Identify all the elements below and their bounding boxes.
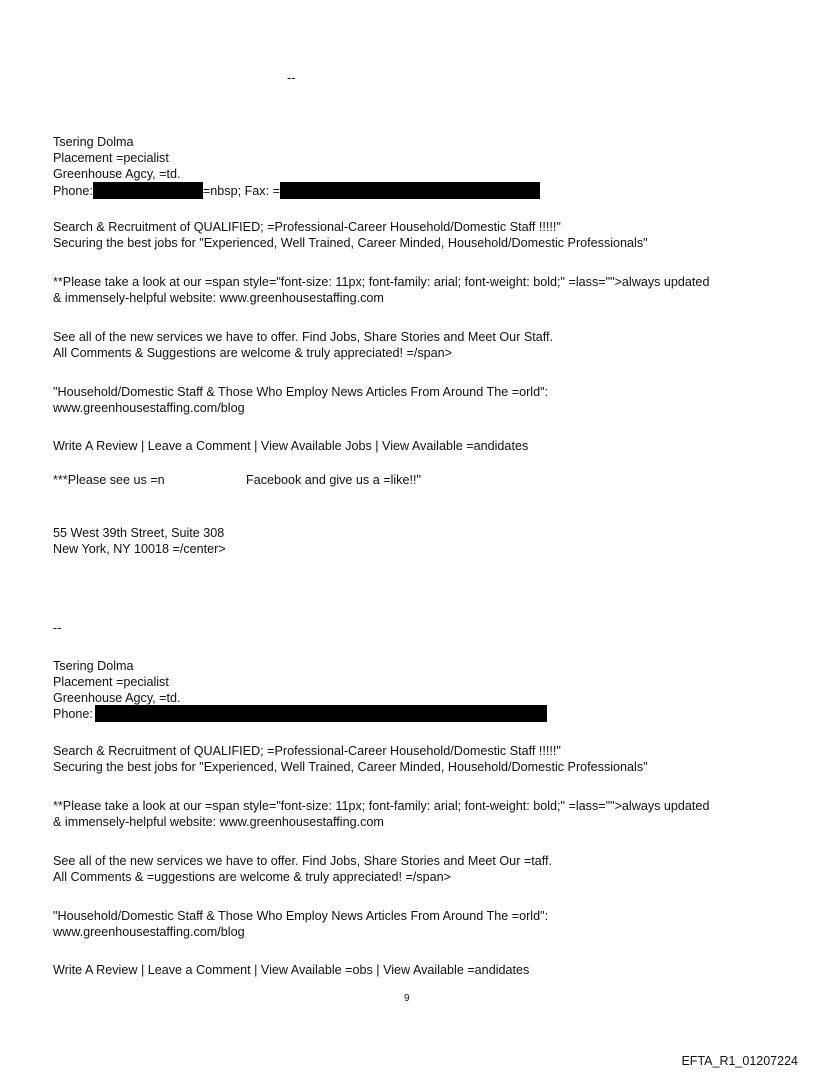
website-line-1: **Please take a look at our =span style="font-size: 11px; font-family: arial; font-weight: bold;" =lass="">always updated: [53, 799, 710, 813]
services-line-1: See all of the new services we have to offer. Find Jobs, Share Stories and Meet Our Staff.: [53, 330, 554, 344]
website-line-1: **Please take a look at our =span style="font-size: 11px; font-family: arial; font-weight: bold;" =lass="">always updated: [53, 275, 710, 289]
news-line-2: www.greenhousestaffing.com/blog: [53, 925, 245, 939]
phone-label: Phone:: [53, 707, 93, 721]
links-line: Write A Review | Leave a Comment | View Available =obs | View Available =andidates: [53, 963, 530, 977]
website-line-2: & immensely-helpful website: www.greenhousestaffing.com: [53, 291, 384, 305]
facebook-line-b: Facebook and give us a =like!!": [246, 473, 421, 487]
tagline-line-2: Securing the best jobs for "Experienced, Well Trained, Career Minded, Household/Domestic Professionals": [53, 236, 648, 250]
facebook-line-a: ***Please see us =n: [53, 473, 165, 487]
fax-label: =nbsp; Fax: =: [202, 183, 280, 198]
news-line-1: "Household/Domestic Staff & Those Who Employ News Articles From Around The =orld":: [53, 385, 549, 399]
separator: --: [53, 621, 62, 635]
address-line-1: 55 West 39th Street, Suite 308: [53, 526, 225, 540]
redaction-box: [93, 182, 203, 199]
address-line-2: New York, NY 10018 =/center>: [53, 542, 226, 556]
separator: --: [287, 71, 296, 85]
signature-company: Greenhouse Agcy, =td.: [53, 691, 181, 705]
tagline-line-1: Search & Recruitment of QUALIFIED; =Professional-Career Household/Domestic Staff !!!!!": [53, 220, 561, 234]
phone-label: Phone:: [53, 183, 93, 198]
document-id: EFTA_R1_01207224: [681, 1054, 798, 1068]
signature-title: Placement =pecialist: [53, 675, 169, 689]
news-line-2: www.greenhousestaffing.com/blog: [53, 401, 245, 415]
services-line-2: All Comments & =uggestions are welcome & truly appreciated! =/span>: [53, 870, 451, 884]
tagline-line-2: Securing the best jobs for "Experienced, Well Trained, Career Minded, Household/Domestic Professionals": [53, 760, 648, 774]
services-line-1: See all of the new services we have to offer. Find Jobs, Share Stories and Meet Our =taff.: [53, 854, 553, 868]
signature-company: Greenhouse Agcy, =td.: [53, 167, 181, 181]
phone-fax-row: [53, 182, 540, 199]
services-line-2: All Comments & Suggestions are welcome & truly appreciated! =/span>: [53, 346, 453, 360]
redaction-box: [95, 705, 547, 722]
page-number: 9: [404, 993, 410, 1004]
redaction-box: [280, 182, 540, 199]
news-line-1: "Household/Domestic Staff & Those Who Employ News Articles From Around The =orld":: [53, 909, 549, 923]
signature-name: Tsering Dolma: [53, 659, 134, 673]
links-line: Write A Review | Leave a Comment | View Available Jobs | View Available =andidates: [53, 439, 529, 453]
signature-title: Placement =pecialist: [53, 151, 169, 165]
signature-name: Tsering Dolma: [53, 135, 134, 149]
tagline-line-1: Search & Recruitment of QUALIFIED; =Professional-Career Household/Domestic Staff !!!!!": [53, 744, 561, 758]
website-line-2: & immensely-helpful website: www.greenhousestaffing.com: [53, 815, 384, 829]
